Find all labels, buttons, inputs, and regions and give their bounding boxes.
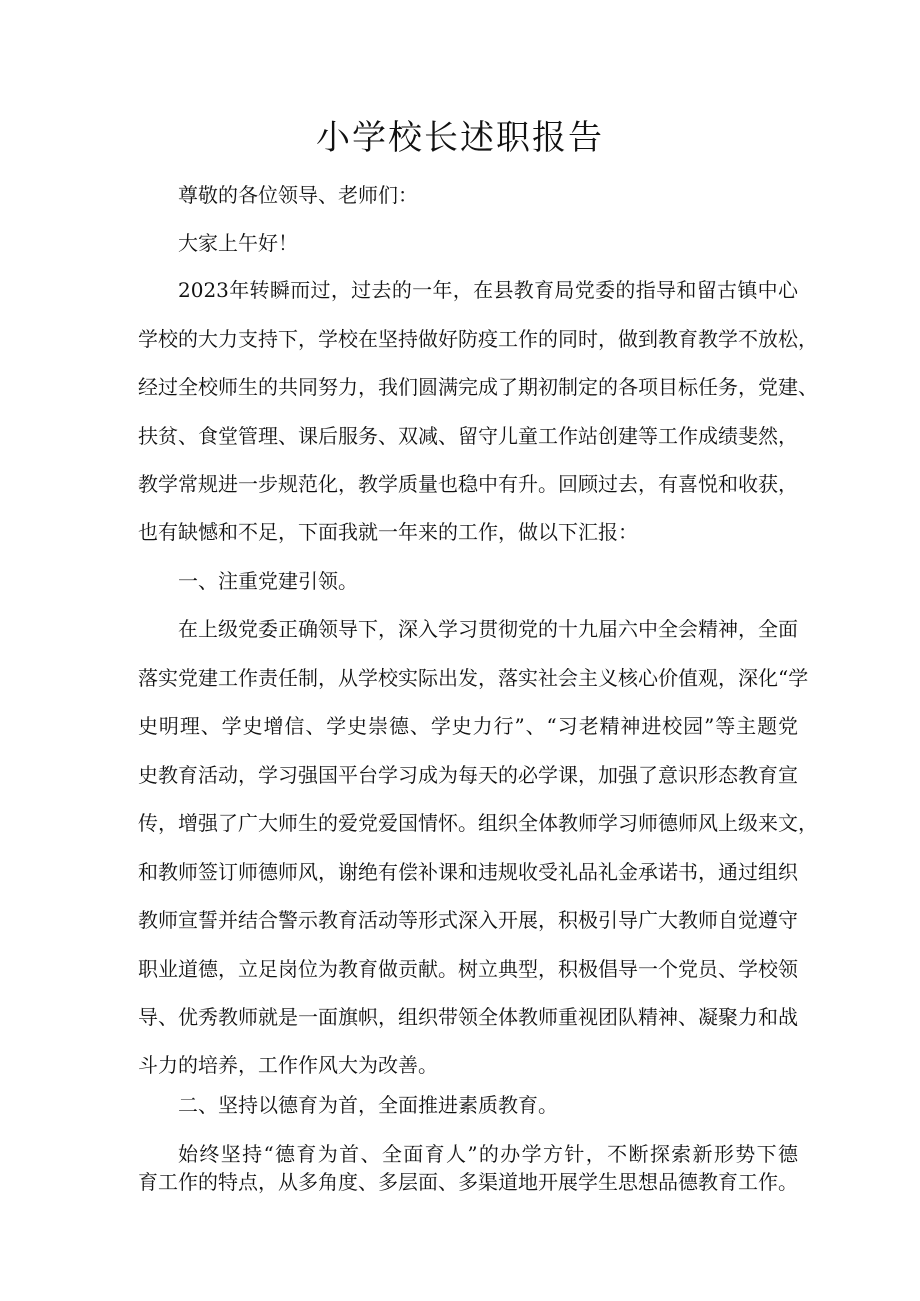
section-heading: 一、注重党建引领。 [178, 569, 358, 593]
paragraph-line: 教师宣誓并结合警示教育活动等形式深入开展，积极引导广大教师自觉遵守 [138, 908, 798, 932]
paragraph-line: 2023年转瞬而过，过去的一年，在县教育局党委的指导和留古镇中心 [178, 278, 798, 302]
paragraph-line: 在上级党委正确领导下，深入学习贯彻党的十九届六中全会精神，全面 [178, 617, 798, 641]
paragraph-line: 落实党建工作责任制，从学校实际出发，落实社会主义核心价值观，深化“学 [138, 666, 809, 690]
salutation-line: 尊敬的各位领导、老师们： [178, 183, 418, 207]
paragraph-line: 也有缺憾和不足，下面我就一年来的工作，做以下汇报： [138, 520, 638, 544]
paragraph-line: 和教师签订师德师风，谢绝有偿补课和违规收受礼品礼金承诺书，通过组织 [138, 860, 798, 884]
section-heading: 二、坚持以德育为首，全面推进素质教育。 [178, 1093, 558, 1117]
paragraph-line: 导、优秀教师就是一面旗帜，组织带领全体教师重视团队精神、凝聚力和战 [138, 1005, 798, 1029]
paragraph-line: 教学常规进一步规范化，教学质量也稳中有升。回顾过去，有喜悦和收获， [138, 472, 798, 496]
paragraph-line: 扶贫、食堂管理、课后服务、双减、留守儿童工作站创建等工作成绩斐然， [138, 424, 798, 448]
greeting-line: 大家上午好！ [178, 231, 298, 255]
paragraph-line: 传，增强了广大师生的爱党爱国情怀。组织全体教师学习师德师风上级来文， [138, 811, 818, 835]
paragraph-line: 学校的大力支持下，学校在坚持做好防疫工作的同时，做到教育教学不放松， [138, 327, 818, 351]
paragraph-line: 史明理、学史增信、学史崇德、学史力行”、“习老精神进校园”等主题党 [138, 714, 798, 738]
paragraph-line: 史教育活动，学习强国平台学习成为每天的必学课，加强了意识形态教育宣 [138, 763, 798, 787]
paragraph-line: 始终坚持“德育为首、全面育人”的办学方针，不断探索新形势下德 [178, 1142, 798, 1166]
paragraph-line: 职业道德，立足岗位为教育做贡献。树立典型，积极倡导一个党员、学校领 [138, 957, 798, 981]
paragraph-line: 经过全校师生的共同努力，我们圆满完成了期初制定的各项目标任务，党建、 [138, 375, 818, 399]
paragraph-line: 斗力的培养，工作作风大为改善。 [138, 1053, 438, 1077]
paragraph-line: 育工作的特点，从多角度、多层面、多渠道地开展学生思想品德教育工作。 [138, 1170, 798, 1194]
document-title: 小学校长述职报告 [316, 118, 604, 158]
